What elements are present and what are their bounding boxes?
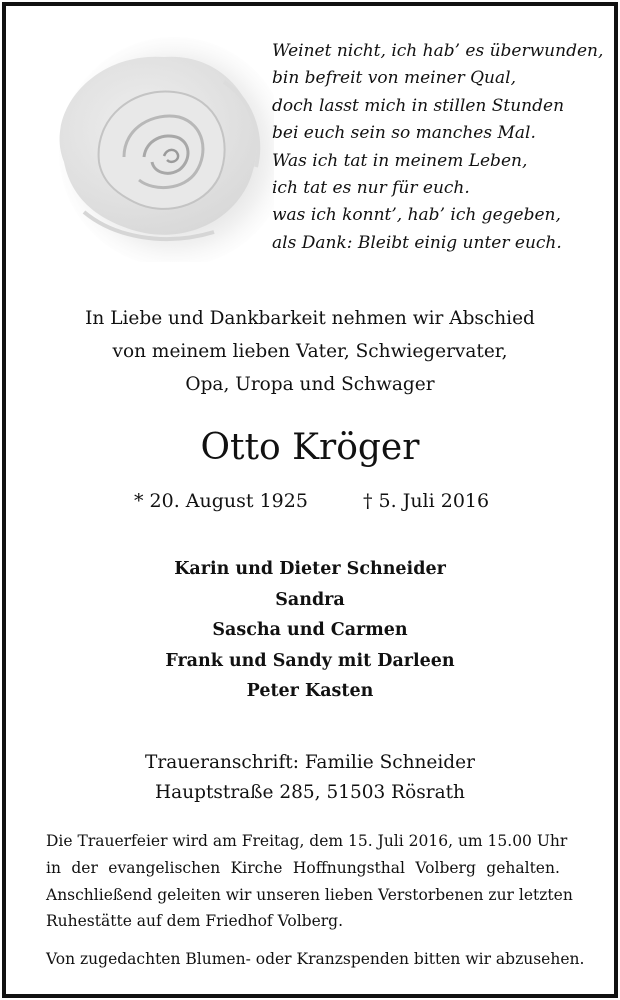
poem-line: bei euch sein so manches Mal. xyxy=(272,123,536,144)
rose-image xyxy=(24,12,274,262)
ceremony-line: Anschließend geleiten wir unseren lieben Verstorbenen zur letzten xyxy=(46,885,573,904)
mourner: Sascha und Carmen xyxy=(212,620,408,640)
poem-line: ich tat es nur für euch. xyxy=(272,178,470,199)
death-date: † 5. Juli 2016 xyxy=(363,490,490,512)
poem-line: als Dank: Bleibt einig unter euch. xyxy=(272,232,562,253)
funeral-details xyxy=(46,828,578,935)
flowers-note: Von zugedachten Blumen- oder Kranzspenden bitten wir abzusehen. xyxy=(46,950,585,968)
mourning-address xyxy=(6,748,614,808)
poem-line: Was ich tat in meinem Leben, xyxy=(272,150,528,171)
address-line: Hauptstraße 285, 51503 Rösrath xyxy=(155,782,465,803)
poem-line: Weinet nicht, ich hab’ es überwunden, xyxy=(272,41,604,61)
deceased-name: Otto Kröger xyxy=(200,427,420,468)
address-line: Traueranschrift: Familie Schneider xyxy=(145,752,475,773)
mourner: Karin und Dieter Schneider xyxy=(174,559,446,579)
ceremony-line: Die Trauerfeier wird am Freitag, dem 15. Juli 2016, um 15.00 Uhr xyxy=(46,832,568,850)
ceremony-line: in der evangelischen Kirche Hoffnungsthal Volberg gehalten. xyxy=(46,858,560,877)
poem-line: bin befreit von meiner Qual, xyxy=(272,68,516,89)
mourner: Sandra xyxy=(275,589,345,610)
birth-date: * 20. August 1925 xyxy=(134,490,308,512)
poem xyxy=(272,38,602,257)
poem-line: was ich konnt’, hab’ ich gegeben, xyxy=(272,205,561,226)
obituary-notice xyxy=(2,2,618,998)
intro-line: von meinem lieben Vater, Schwiegervater, xyxy=(112,341,508,362)
ceremony-line: Ruhestätte auf dem Friedhof Volberg. xyxy=(46,912,344,931)
intro-line: In Liebe und Dankbarkeit nehmen wir Abschied xyxy=(85,308,535,329)
intro-line: Opa, Uropa und Schwager xyxy=(185,374,435,395)
mourner: Frank und Sandy mit Darleen xyxy=(165,650,455,671)
mourner: Peter Kasten xyxy=(246,681,374,701)
farewell-intro xyxy=(6,302,614,401)
mourners-list xyxy=(6,554,614,707)
poem-line: doch lasst mich in stillen Stunden xyxy=(272,95,565,116)
